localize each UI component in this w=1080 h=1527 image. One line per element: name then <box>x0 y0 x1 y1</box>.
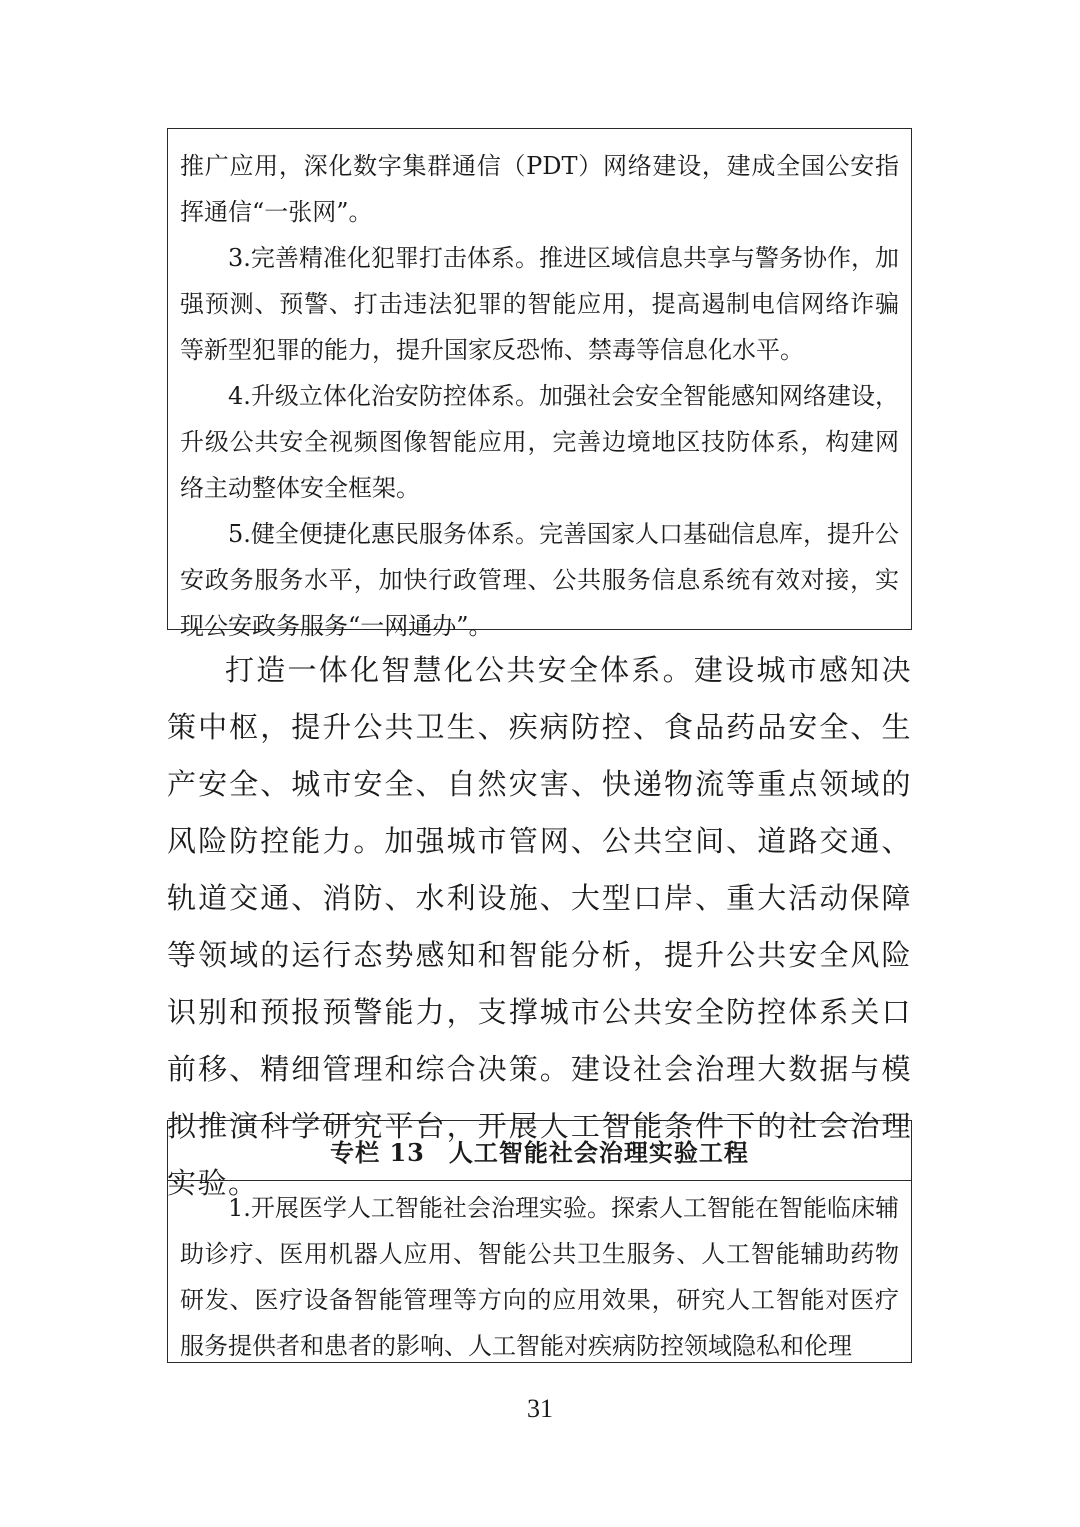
column-paragraph-item-1: 1.开展医学人工智能社会治理实验。探索人工智能在智能临床辅助诊疗、医用机器人应用、智能公共卫生服务、人工智能辅助药物研发、医疗设备智能管理等方向的应用效果，研究人工智能对医疗服务提供者和患者的影响、人工智能对疾病防控领域隐私和伦理 <box>180 1194 899 1360</box>
box-paragraph-item-3: 3.完善精准化犯罪打击体系。推进区域信息共享与警务协作，加强预测、预警、打击违法犯罪的智能应用，提高遏制电信网络诈骗等新型犯罪的能力，提升国家反恐怖、禁毒等信息化水平。 <box>180 244 899 364</box>
column-header <box>168 1121 911 1181</box>
special-column-box-13 <box>167 1120 912 1363</box>
column-title: 人工智能社会治理实验工程 <box>448 1138 749 1167</box>
box-paragraph-continued: 推广应用，深化数字集群通信（PDT）网络建设，建成全国公安指挥通信“一张网”。 <box>180 152 899 226</box>
column-label: 专栏 13 <box>330 1138 425 1167</box>
box-paragraph-item-5: 5.健全便捷化惠民服务体系。完善国家人口基础信息库，提升公安政务服务水平，加快行政管理、公共服务信息系统有效对接，实现公安政务服务“一网通办”。 <box>180 520 899 640</box>
page-number: 31 <box>527 1394 553 1423</box>
body-paragraph: 打造一体化智慧化公共安全体系。建设城市感知决策中枢，提升公共卫生、疾病防控、食品药品安全、生产安全、城市安全、自然灾害、快递物流等重点领域的风险防控能力。加强城市管网、公共空间、道路交通、轨道交通、消防、水利设施、大型口岸、重大活动保障等领域的运行态势感知和智能分析，提升公共安全风险识别和预报预警能力，支撑城市公共安全防控体系关口前移、精细管理和综合决策。建设社会治理大数据与模拟推演科学研究平台，开展人工智能条件下的社会治理实验。 <box>167 653 912 1200</box>
box-paragraph-item-4: 4.升级立体化治安防控体系。加强社会安全智能感知网络建设，升级公共安全视频图像智能应用，完善边境地区技防体系，构建网络主动整体安全框架。 <box>180 382 899 502</box>
column-body <box>168 1181 911 1369</box>
special-column-box-continued <box>167 128 912 640</box>
